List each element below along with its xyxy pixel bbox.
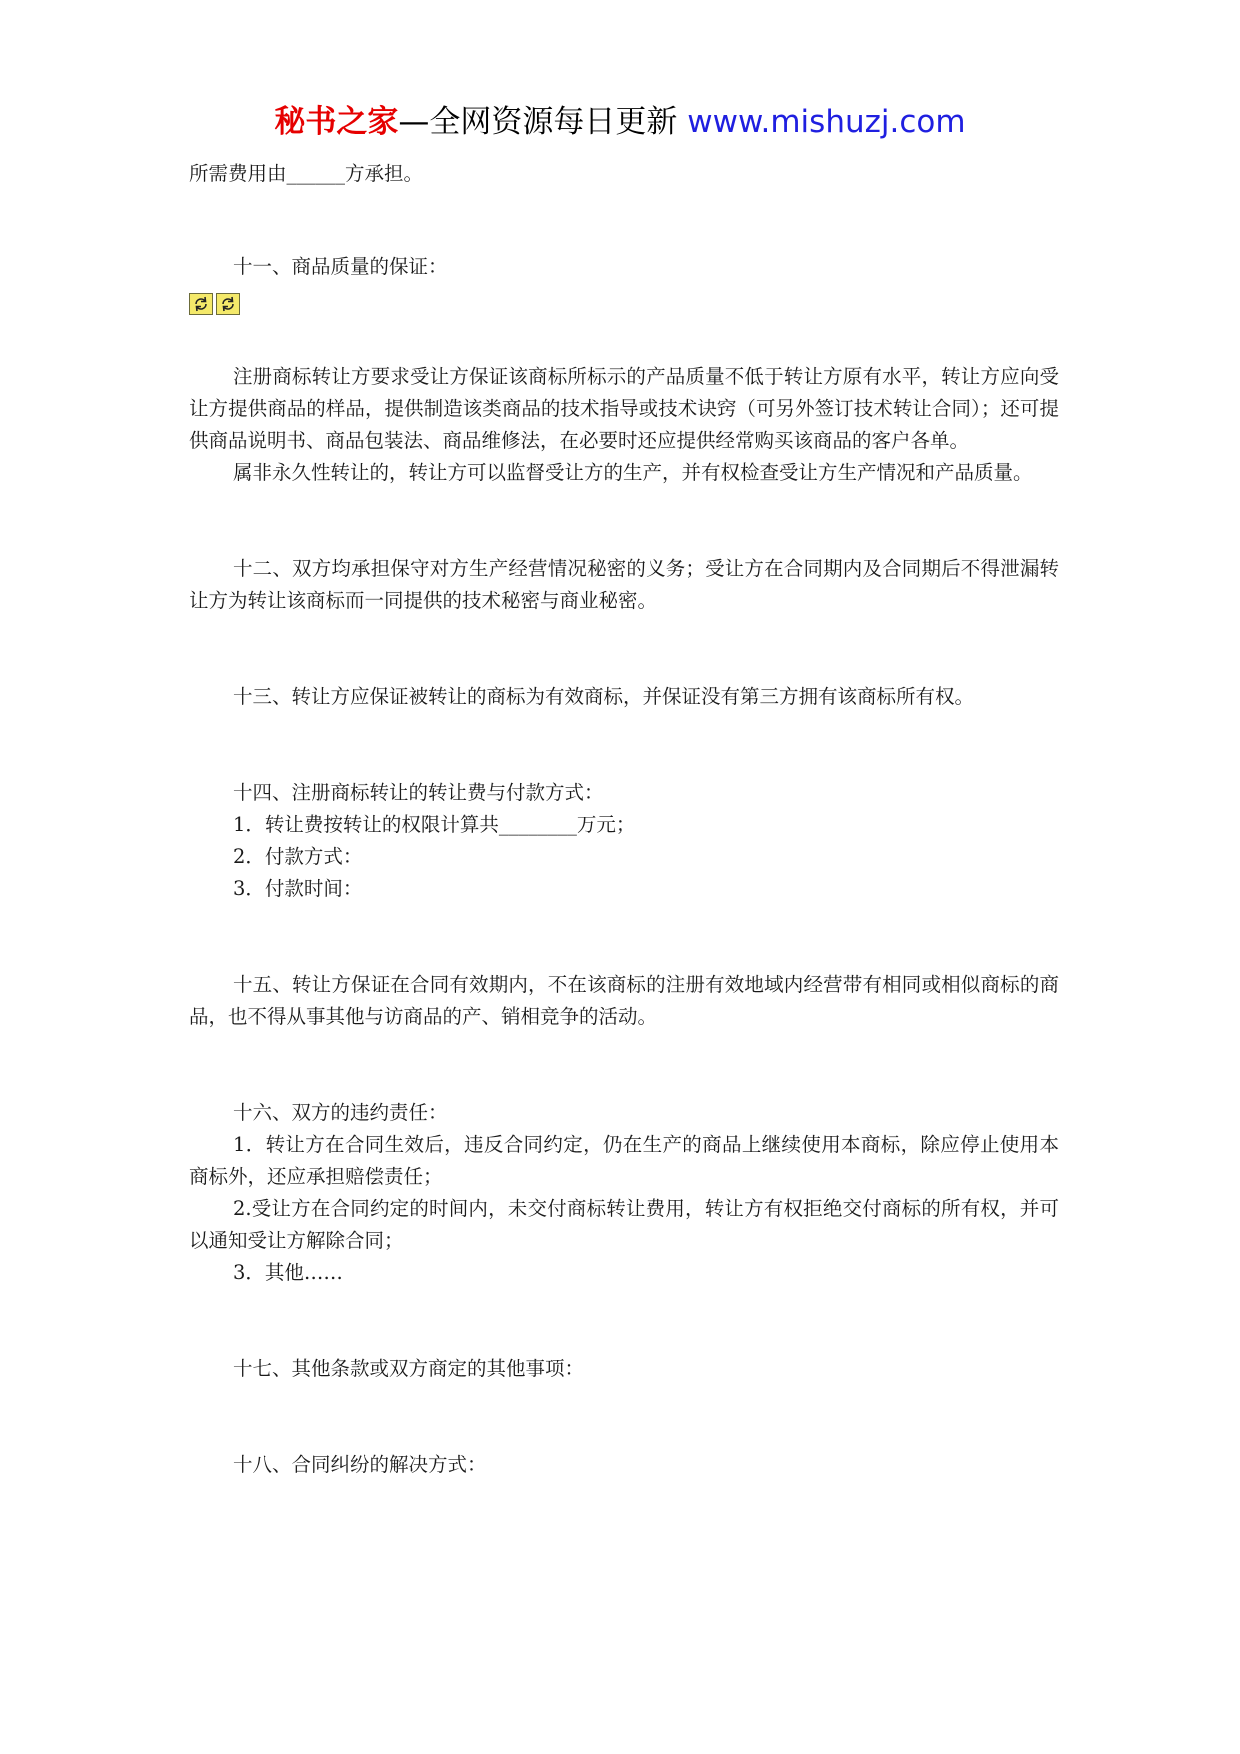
site-header — [0, 102, 1240, 142]
section-18: 十八、合同纠纷的解决方式： — [233, 1453, 487, 1476]
brand-name: 秘书之家 — [274, 104, 399, 140]
section-11-paragraph-1: 注册商标转让方要求受让方保证该商标所标示的产品质量不低于转让方原有水平，转让方应向受让方提供商品的样品，提供制造该类商品的技术指导或技术诀窍（可另外签订技术转让合同）；还可提供商品说明书、商品包装法、商品维修法，在必要时还应提供经常购买该商品的客户各单。 — [189, 365, 1059, 452]
section-17: 十七、其他条款或双方商定的其他事项： — [233, 1357, 585, 1380]
embedded-icons — [189, 293, 1059, 317]
section-12: 十二、双方均承担保守对方生产经营情况秘密的义务；受让方在合同期内及合同期后不得泄漏转让方为转让该商标而一同提供的技术秘密与商业秘密。 — [189, 557, 1059, 612]
section-16-item-2: 2.受让方在合同约定的时间内，未交付商标转让费用，转让方有权拒绝交付商标的所有权，并可以通知受让方解除合同； — [189, 1197, 1059, 1252]
section-16-item-1: 1．转让方在合同生效后，违反合同约定，仍在生产的商品上继续使用本商标，除应停止使用本商标外，还应承担赔偿责任； — [189, 1133, 1059, 1188]
refresh-icon[interactable] — [216, 293, 240, 315]
section-14-title: 十四、注册商标转让的转让费与付款方式： — [233, 781, 604, 804]
fee-line: 所需费用由______方承担。 — [189, 162, 424, 185]
refresh-icon[interactable] — [189, 293, 213, 315]
header-tagline: —全网资源每日更新 — [398, 104, 688, 140]
section-16-title: 十六、双方的违约责任： — [233, 1101, 448, 1124]
section-14-item-1: 1．转让费按转让的权限计算共________万元； — [233, 813, 636, 836]
section-16-item-3: 3．其他…… — [233, 1261, 343, 1284]
section-14-item-3: 3．付款时间： — [233, 877, 363, 900]
document-body — [189, 158, 1059, 1481]
site-url[interactable]: www.mishuzj.com — [687, 104, 966, 140]
section-14-item-2: 2．付款方式： — [233, 845, 363, 868]
section-13: 十三、转让方应保证被转让的商标为有效商标，并保证没有第三方拥有该商标所有权。 — [233, 685, 975, 708]
section-11-title: 十一、商品质量的保证： — [233, 255, 448, 278]
section-11-paragraph-2: 属非永久性转让的，转让方可以监督受让方的生产，并有权检查受让方生产情况和产品质量。 — [233, 461, 1033, 484]
section-15: 十五、转让方保证在合同有效期内，不在该商标的注册有效地域内经营带有相同或相似商标的商品，也不得从事其他与访商品的产、销相竞争的活动。 — [189, 973, 1059, 1028]
